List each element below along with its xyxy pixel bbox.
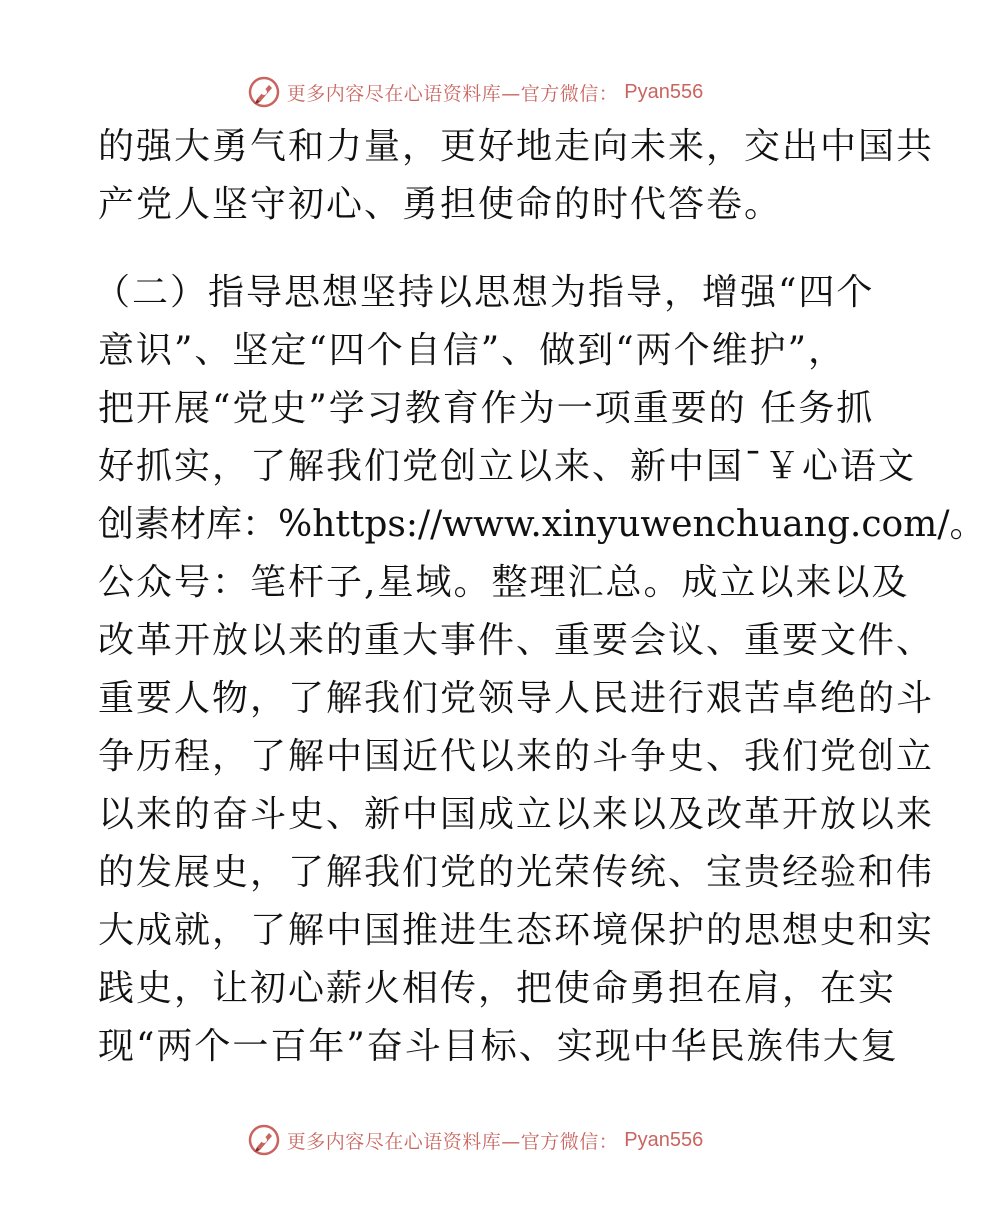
text-line-4: 意识”、坚定“四个自信”、做到“两个维护”， bbox=[98, 330, 847, 371]
document-body bbox=[94, 118, 985, 1076]
text-line-6: 好抓实，了解我们党创立以来、新中国¯￥心语文 bbox=[98, 446, 917, 487]
text-line-1: 的强大勇气和力量，更好地走向未来，交出中国共 bbox=[98, 126, 935, 167]
footer-watermark bbox=[0, 1120, 950, 1160]
text-line-13: 的发展史，了解我们党的光荣传统、宝贵经验和伟 bbox=[98, 852, 935, 893]
watermark-wechat-id: Pyan556 bbox=[624, 80, 704, 103]
text-line-5: 把开展“党史”学习教育作为一项重要的 任务抓 bbox=[98, 388, 875, 429]
text-line-2: 产党人坚守初心、勇担使命的时代答卷。 bbox=[98, 184, 783, 225]
watermark-text: 更多内容尽在心语资料库—官方微信： bbox=[286, 82, 619, 105]
pen-logo-icon bbox=[247, 1123, 281, 1157]
text-line-12: 以来的奋斗史、新中国成立以来以及改革开放以来 bbox=[98, 794, 935, 835]
header-watermark bbox=[0, 72, 950, 112]
text-line-10: 重要人物，了解我们党领导人民进行艰苦卓绝的斗 bbox=[98, 678, 935, 719]
text-line-8: 公众号：笔杆子,星域。整理汇总。成立以来以及 bbox=[98, 562, 910, 603]
pen-logo-icon bbox=[247, 75, 281, 109]
watermark-text: 更多内容尽在心语资料库—官方微信： bbox=[286, 1130, 619, 1153]
text-line-16: 现“两个一百年”奋斗目标、实现中华民族伟大复 bbox=[98, 1026, 899, 1067]
watermark-wechat-id: Pyan556 bbox=[624, 1128, 704, 1151]
text-line-9: 改革开放以来的重大事件、重要会议、重要文件、 bbox=[98, 620, 935, 661]
text-line-11: 争历程，了解中国近代以来的斗争史、我们党创立 bbox=[98, 736, 935, 777]
text-line-15: 践史，让初心薪火相传，把使命勇担在肩，在实 bbox=[98, 968, 897, 1009]
text-line-14: 大成就，了解中国推进生态环境保护的思想史和实 bbox=[98, 910, 935, 951]
text-line-7: 创素材库：%https://www.xinyuwenchuang.com/。 bbox=[98, 504, 985, 545]
section-heading-line: （二）指导思想坚持以思想为指导，增强“四个 bbox=[94, 272, 875, 313]
